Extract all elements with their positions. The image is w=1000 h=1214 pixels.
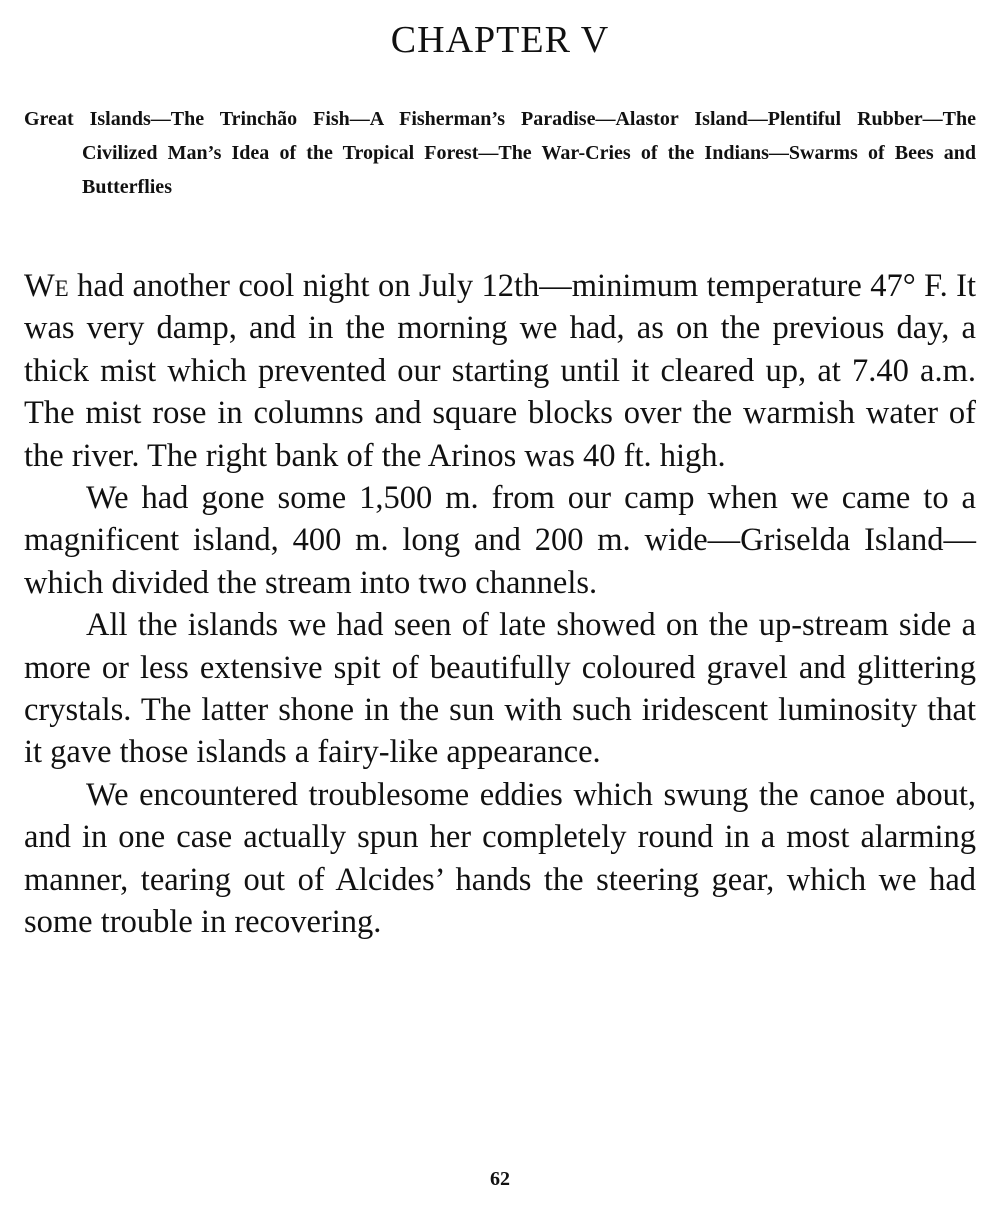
page-number: 62 xyxy=(490,1168,510,1190)
chapter-body xyxy=(24,265,976,944)
opening-word: We xyxy=(24,268,69,304)
paragraph-3: All the islands we had seen of late showed on the up-stream side a more or less extensive spit of beautifully coloured gravel and glittering crystals. The latter shone in the sun with such iridescent luminosity that it gave those islands a fairy-like appearance. xyxy=(24,607,976,771)
paragraph-1-text: had another cool night on July 12th—minimum temperature 47° F. It was very damp, and in the morning we had, as on the previous day, a thick mist which prevented our starting until it cleared up, at 7.40 a.m. The mist rose in columns and square blocks over the warmish water of the river. The right bank of the Arinos was 40 ft. high. xyxy=(24,268,976,474)
paragraph-2: We had gone some 1,500 m. from our camp when we came to a magnificent island, 400 m. long and 200 m. wide—Griselda Island—which divided the stream into two channels. xyxy=(24,480,976,601)
paragraph-1 xyxy=(24,265,976,477)
chapter-synopsis: Great Islands—The Trinchão Fish—A Fisherman’s Paradise—Alastor Island—Plentiful Rubber—The Civilized Man’s Idea of the Tropical Forest—The War-Cries of the Indians—Swarms of Bees and Butterflies xyxy=(24,108,976,198)
chapter-heading: CHAPTER V xyxy=(390,19,610,61)
paragraph-4: We encountered troublesome eddies which swung the canoe about, and in one case actually spun her completely round in a most alarming manner, tearing out of Alcides’ hands the steering gear, which we had some trouble in recovering. xyxy=(24,776,976,941)
